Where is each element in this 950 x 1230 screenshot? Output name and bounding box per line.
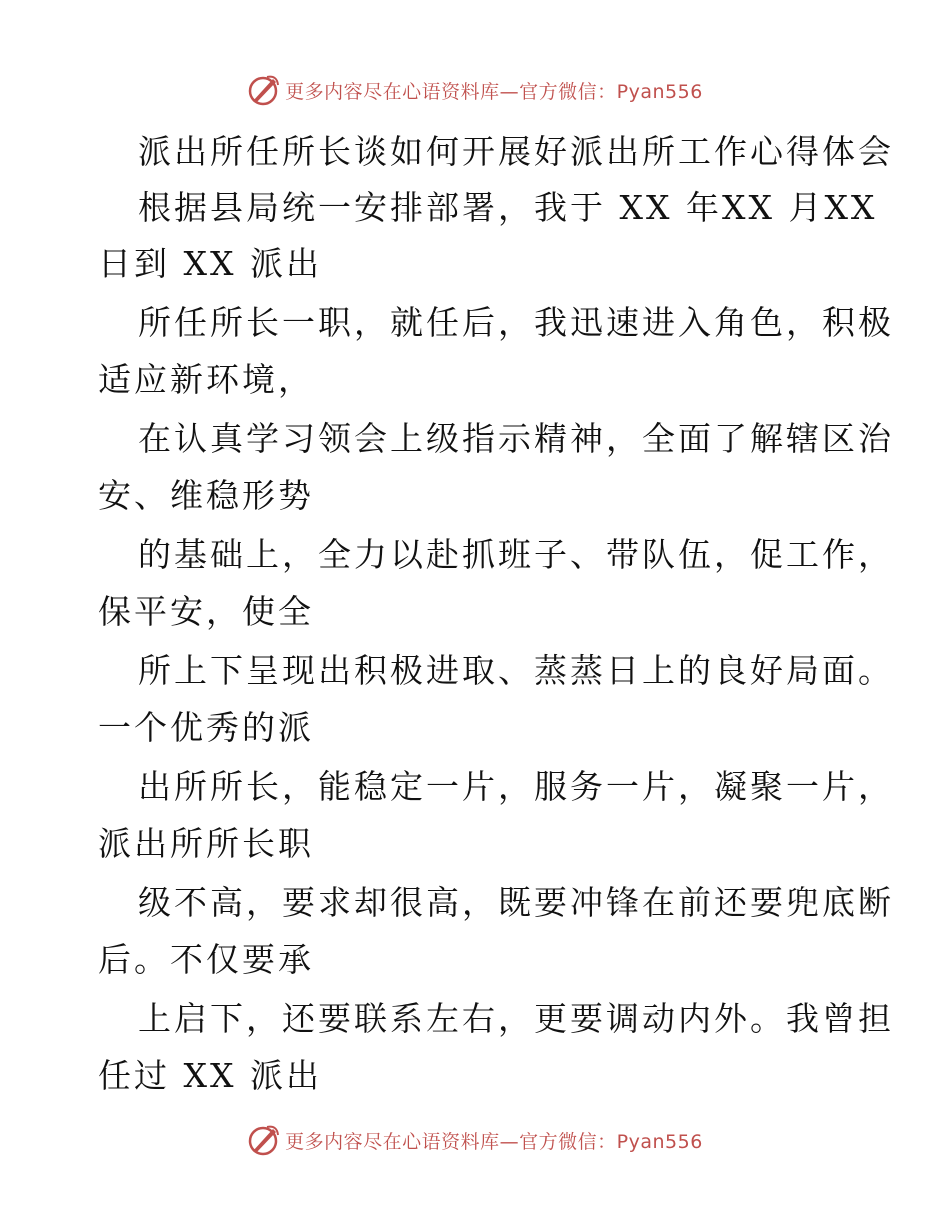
quill-logo-icon <box>247 1123 281 1157</box>
header-banner-text: 更多内容尽在心语资料库—官方微信：Pyan556 <box>285 80 703 103</box>
text-line: 级不高，要求却很高，既要冲锋在前还要兜底断 <box>138 883 894 922</box>
header-banner <box>0 70 950 110</box>
text-line: 所上下呈现出积极进取、蒸蒸日上的良好局面。 <box>138 651 894 690</box>
text-line: 出所所长，能稳定一片，服务一片，凝聚一片， <box>138 767 894 806</box>
quill-logo-icon <box>247 73 281 107</box>
text-line: 派出所所长职 <box>98 824 314 863</box>
text-line: 安、维稳形势 <box>98 476 314 515</box>
text-line: 的基础上，全力以赴抓班子、带队伍，促工作， <box>138 535 894 574</box>
text-line: 一个优秀的派 <box>98 708 314 747</box>
text-line: 日到 XX 派出 <box>98 244 322 283</box>
text-line: 适应新环境， <box>98 360 314 399</box>
text-line: 任过 XX 派出 <box>98 1056 322 1095</box>
text-line: 上启下，还要联系左右，更要调动内外。我曾担 <box>138 999 894 1038</box>
text-line: 根据县局统一安排部署，我于 XX 年XX 月XX <box>138 188 878 227</box>
document-title: 派出所任所长谈如何开展好派出所工作心得体会 <box>138 132 894 171</box>
text-line: 保平安，使全 <box>98 592 314 631</box>
text-line: 在认真学习领会上级指示精神，全面了解辖区治 <box>138 419 894 458</box>
footer-banner <box>0 1120 950 1160</box>
text-line: 后。不仅要承 <box>98 940 314 979</box>
footer-banner-text: 更多内容尽在心语资料库—官方微信：Pyan556 <box>285 1130 703 1153</box>
text-line: 所任所长一职，就任后，我迅速进入角色，积极 <box>138 303 894 342</box>
